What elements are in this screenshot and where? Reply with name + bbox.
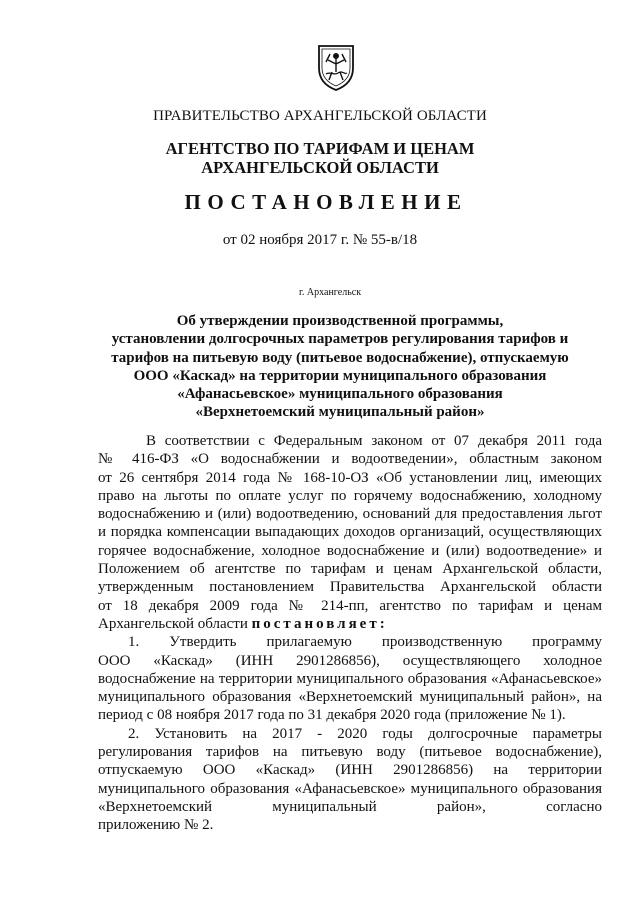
title-line: Об утверждении производственной программы, <box>176 313 504 329</box>
body-line: В соответствии с Федеральным законом от 07 декабря 2011 года <box>146 433 602 449</box>
agency-heading-line: АРХАНГЕЛЬСКОЙ ОБЛАСТИ <box>201 158 439 177</box>
body-line: № 416-ФЗ «О водоснабжении и водоотведении», областным законом <box>98 451 602 468</box>
body-line: регулирования тарифов на питьевую воду (питьевое водоснабжение), <box>98 744 602 761</box>
document-city: г. Архангельск <box>298 287 362 298</box>
document-type-heading: ПОСТАНОВЛЕНИЕ <box>184 190 468 214</box>
body-line: водоснабжение на территории муниципального образования «Афанасьевское» <box>98 670 602 687</box>
government-heading: ПРАВИТЕЛЬСТВО АРХАНГЕЛЬСКОЙ ОБЛАСТИ <box>153 108 487 124</box>
title-line: «Афанасьевское» муниципального образования <box>177 386 503 403</box>
agency-heading <box>0 139 640 177</box>
body-line-text: Архангельской области <box>98 615 252 632</box>
body-line: горячее водоснабжение, холодное водоснабжение и (или) водоотведение» и <box>98 542 602 559</box>
body-line: ООО «Каскад» (ИНН 2901286856), осуществляющего холодное <box>98 652 602 669</box>
body-line: утвержденным постановлением Правительства Архангельской области <box>98 579 602 596</box>
body-line <box>98 615 602 633</box>
body-line: 1. Утвердить прилагаемую производственную программу <box>128 634 602 651</box>
title-line: установлении долгосрочных параметров регулирования тарифов и <box>111 331 569 348</box>
item-2-paragraph <box>98 725 602 835</box>
coat-of-arms-icon <box>316 42 356 92</box>
agency-heading-line: АГЕНТСТВО ПО ТАРИФАМ И ЦЕНАМ <box>165 139 475 158</box>
body-line: водоснабжению и (или) водоотведению, оснований для предоставления льгот <box>98 506 602 523</box>
body-line: муниципального образования «Афанасьевское» муниципального образования <box>98 780 602 797</box>
decree-word: постановляет: <box>251 615 388 632</box>
preamble-paragraph <box>98 432 602 633</box>
title-line: тарифов на питьевую воду (питьевое водоснабжение), отпускаемую <box>111 349 569 366</box>
body-line: муниципального образования «Верхнетоемский муниципальный район», на <box>98 689 602 706</box>
body-line: 2. Установить на 2017 - 2020 годы долгосрочные параметры <box>128 725 602 742</box>
body-line: период с 08 ноября 2017 года по 31 декабря 2020 года (приложение № 1). <box>98 707 566 724</box>
body-line: право на льготы по оплате услуг по горячему водоснабжению, холодному <box>98 487 602 504</box>
document-body <box>98 432 602 835</box>
body-line: отпускаемую ООО «Каскад» (ИНН 2901286856) на территории <box>98 762 602 779</box>
body-line: «Верхнетоемский муниципальный район», согласно <box>98 798 602 815</box>
document-title <box>90 312 590 422</box>
body-line: Положением об агентстве по тарифам и ценам Архангельской области, <box>98 561 602 578</box>
body-line: приложению № 2. <box>98 817 214 834</box>
title-line: «Верхнетоемский муниципальный район» <box>195 404 485 421</box>
body-line: от 18 декабря 2009 года № 214-пп, агентство по тарифам и ценам <box>98 597 602 614</box>
document-date-number: от 02 ноября 2017 г. № 55-в/18 <box>222 232 418 248</box>
body-line: и порядка компенсации выпадающих доходов организаций, осуществляющих <box>98 524 602 541</box>
item-1-paragraph <box>98 633 602 724</box>
title-line: ООО «Каскад» на территории муниципального образования <box>133 367 547 384</box>
body-line: от 26 сентября 2014 года № 168-10-ОЗ «Об установлении лиц, имеющих <box>98 469 602 486</box>
